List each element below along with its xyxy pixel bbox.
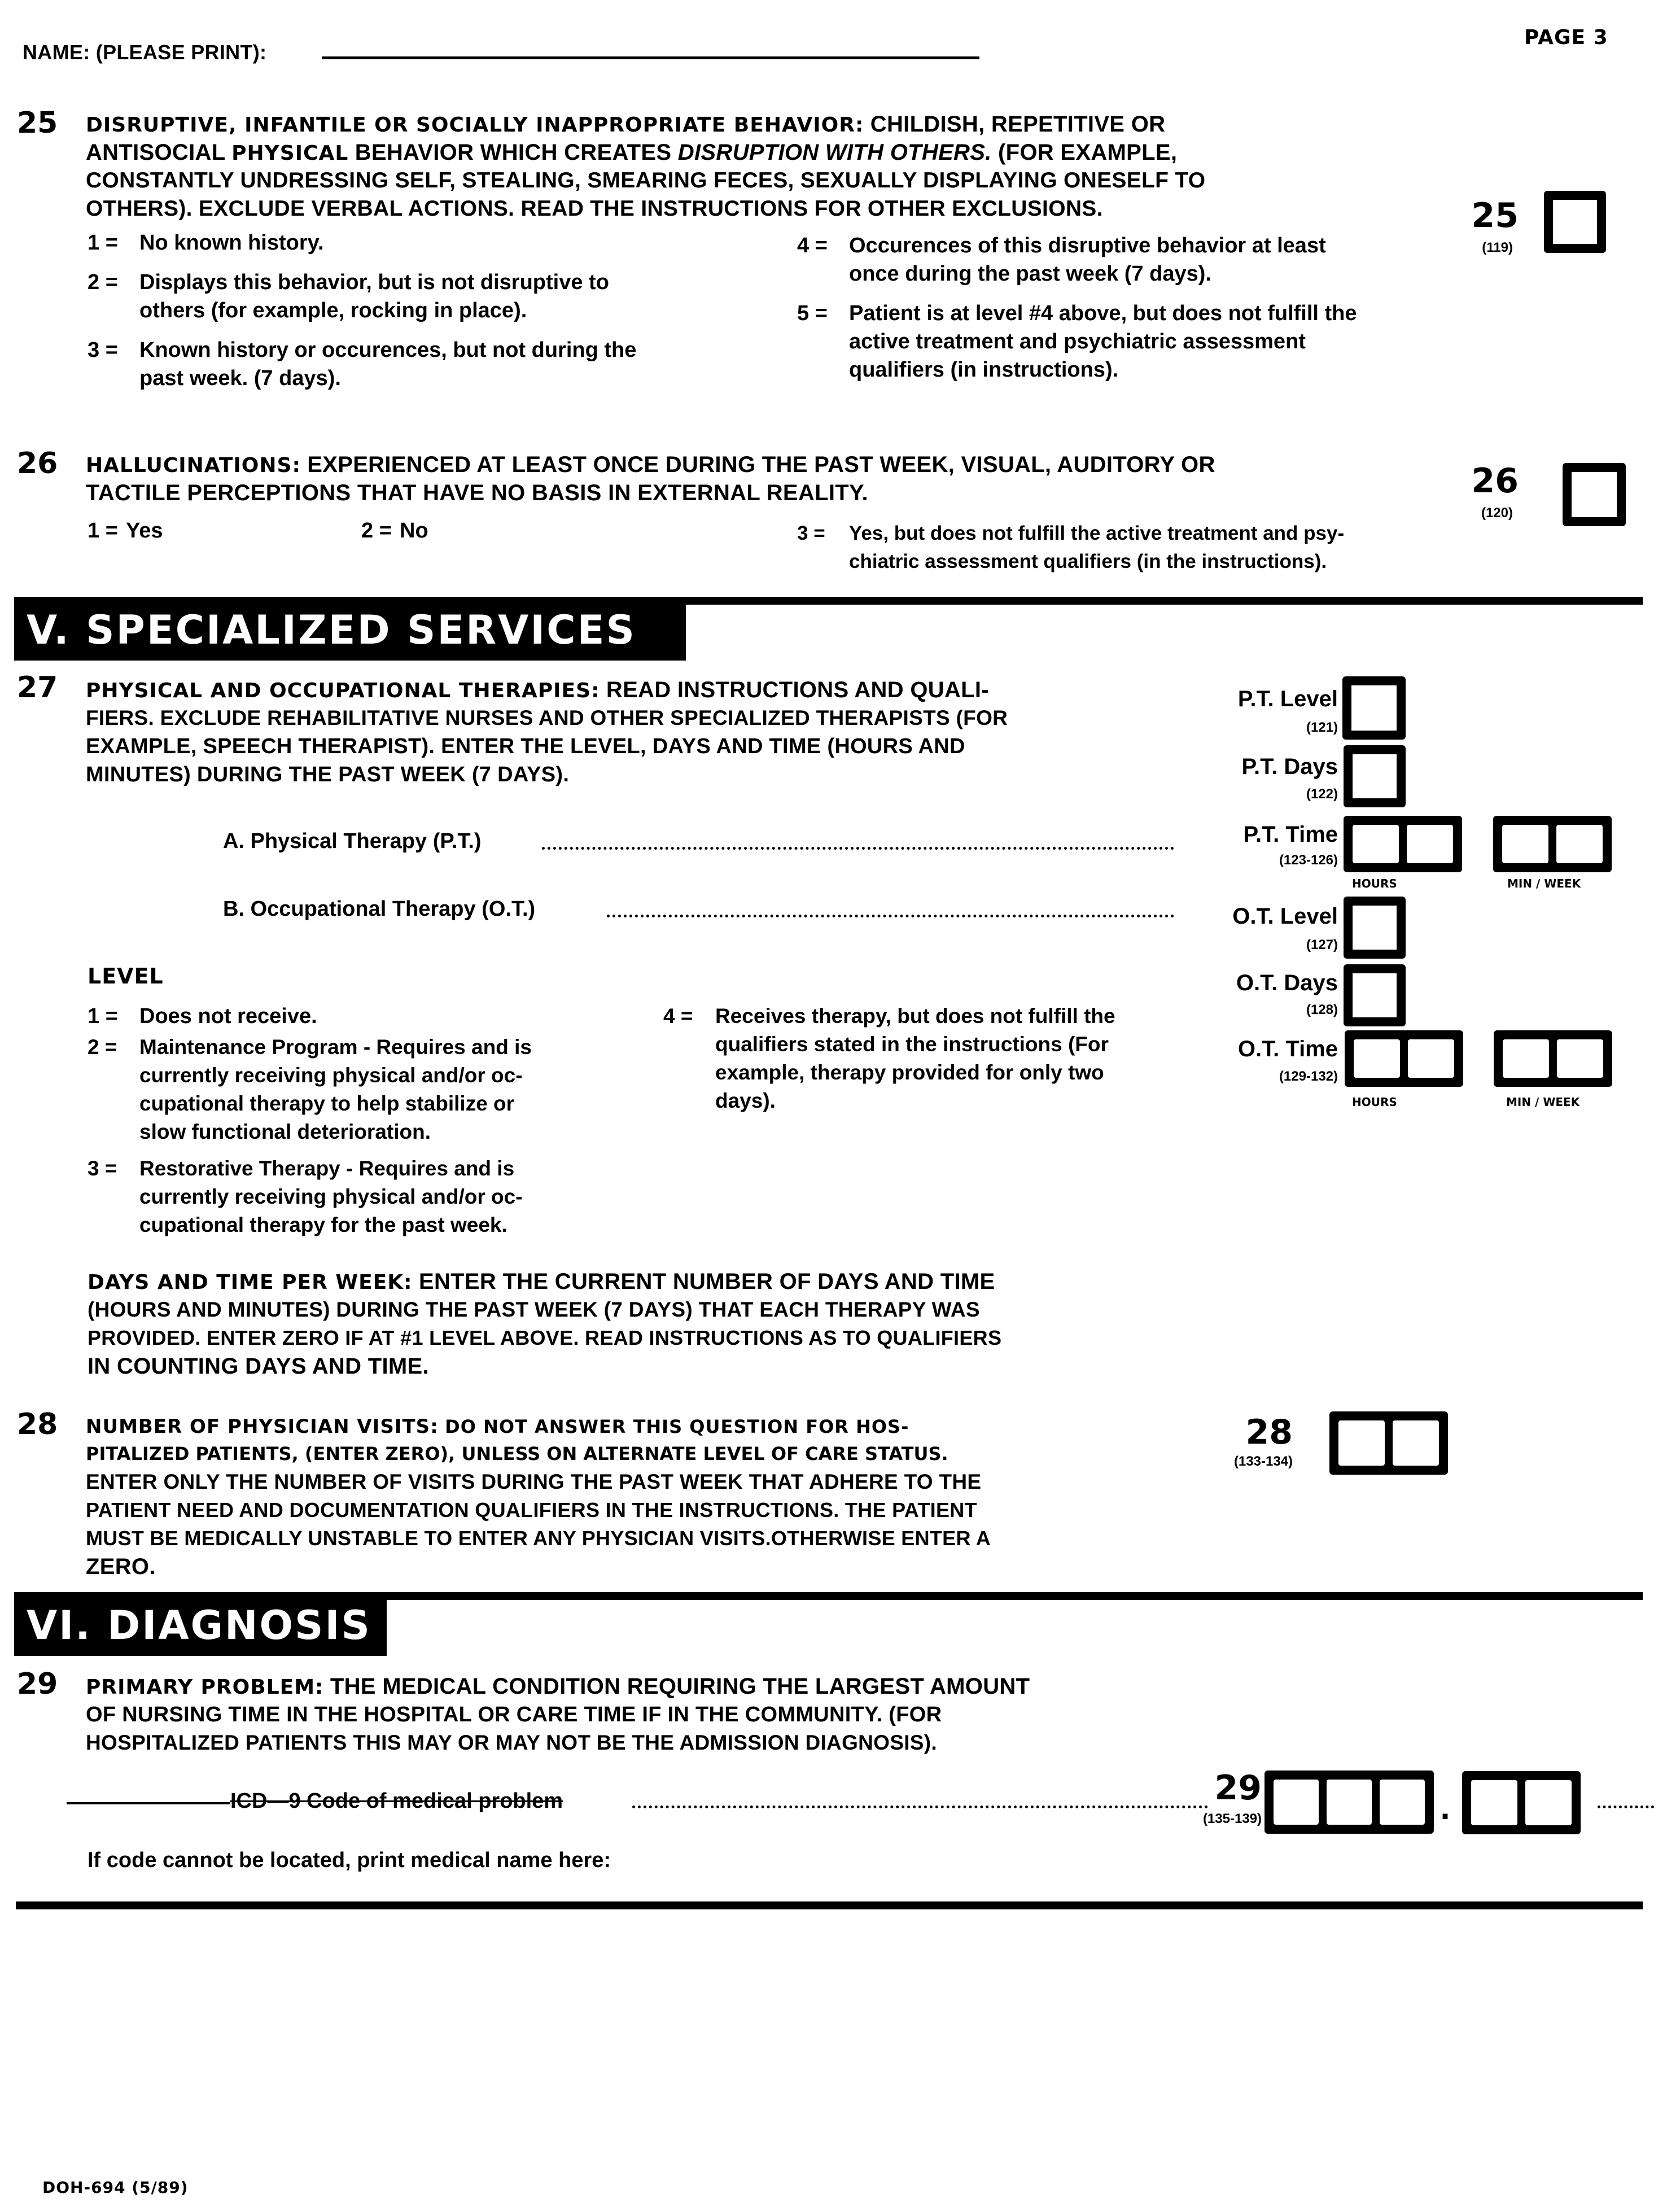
ot-hours-label: HOURS (1352, 1095, 1397, 1109)
q29-number: 29 (17, 1667, 58, 1701)
q26-text-a: EXPERIENCED AT LEAST ONCE DURING THE PAST WEEK, VISUAL, AUDITORY OR (307, 452, 1215, 477)
fallback-label: If code cannot be located, print medical name here: (87, 1848, 611, 1872)
q25-text-b1: ANTISOCIAL (86, 140, 225, 165)
option-number: 4 = (797, 234, 828, 257)
q25-option-3 (87, 336, 737, 392)
q28-box-label: 28 (1245, 1413, 1293, 1452)
q25-text-b2: PHYSICAL (231, 142, 349, 165)
q26-title: HALLUCINATIONS: (86, 454, 301, 477)
days-line2: (HOURS AND MINUTES) DURING THE PAST WEEK (7 DAYS) THAT EACH THERAPY WAS (87, 1298, 980, 1321)
q27-option-2 (87, 1033, 624, 1146)
section-v-title: V. SPECIALIZED SERVICES (14, 598, 686, 661)
option-text: Occurences of this disruptive behavior at least (849, 234, 1326, 257)
q25-option-4 (797, 231, 1424, 288)
option-text: Yes, but does not fulfill the active treatment and psy- (849, 522, 1345, 544)
option-text: chiatric assessment qualifiers (in the instructions). (849, 550, 1327, 572)
pt-days-label: P.T. Days (1241, 754, 1338, 779)
ot-days-code: (128) (1306, 1002, 1338, 1017)
option-text: past week. (7 days). (139, 366, 341, 390)
ot-min-label: MIN / WEEK (1506, 1095, 1580, 1109)
icd-label: ICD—9 Code of medical problem (230, 1789, 563, 1813)
ot-days-box[interactable] (1344, 964, 1406, 1026)
q29-box-code: (135-139) (1202, 1811, 1262, 1826)
option-number: 4 = (663, 1004, 693, 1028)
q29-line3: HOSPITALIZED PATIENTS THIS MAY OR MAY NOT BE THE ADMISSION DIAGNOSIS). (86, 1731, 937, 1754)
option-text: cupational therapy to help stabilize or (139, 1092, 515, 1115)
option-text: currently receiving physical and/or oc- (139, 1185, 523, 1208)
days-line4: IN COUNTING DAYS AND TIME. (87, 1354, 429, 1379)
q25-option-5 (797, 299, 1424, 384)
option-text: days). (715, 1089, 776, 1112)
pt-days-code: (122) (1306, 786, 1338, 802)
q27-option-3 (87, 1155, 624, 1239)
q28-number: 28 (17, 1407, 58, 1441)
q25-line3: CONSTANTLY UNDRESSING SELF, STEALING, SMEARING FECES, SEXUALLY DISPLAYING ONESELF TO (86, 168, 1206, 193)
pt-min-label: MIN / WEEK (1507, 877, 1581, 890)
q29-code-box-b[interactable] (1462, 1771, 1581, 1834)
ot-time-code: (129-132) (1279, 1069, 1338, 1084)
q26-option-3 (797, 519, 1424, 576)
option-text: Receives therapy, but does not fulfill the (715, 1004, 1115, 1028)
q27-text-a: READ INSTRUCTIONS AND QUALI- (606, 677, 989, 702)
level-heading: LEVEL (87, 964, 164, 989)
option-text: Displays this behavior, but is not disruptive to (139, 270, 609, 294)
q25-number: 25 (17, 106, 58, 140)
q26-answer-box[interactable] (1563, 463, 1626, 526)
q28-line6: ZERO. (86, 1554, 156, 1579)
q26-box-code: (120) (1481, 505, 1513, 521)
q29-title: PRIMARY PROBLEM: (86, 1676, 324, 1699)
option-text: slow functional deterioration. (139, 1120, 431, 1143)
ot-level-label: O.T. Level (1232, 904, 1338, 929)
q28-line3: ENTER ONLY THE NUMBER OF VISITS DURING THE PAST WEEK THAT ADHERE TO THE (86, 1470, 982, 1493)
q27-line3: EXAMPLE, SPEECH THERAPIST). ENTER THE LEVEL, DAYS AND TIME (HOURS AND (86, 735, 965, 758)
option-number: 2 = (361, 519, 392, 543)
pt-days-box[interactable] (1344, 745, 1406, 807)
q25-line1 (86, 110, 1165, 139)
q28-answer-box[interactable] (1329, 1411, 1448, 1475)
q25-answer-box[interactable] (1544, 191, 1606, 253)
fallback-input[interactable] (706, 1846, 1609, 1880)
leader-dots (1598, 1806, 1654, 1808)
q25-option-1 (87, 229, 737, 257)
ot-hours-box[interactable] (1345, 1030, 1463, 1087)
q27-item-b: B. Occupational Therapy (O.T.) (223, 897, 536, 921)
option-text: No (400, 519, 428, 543)
q25-text-b4: DISRUPTION WITH OTHERS. (677, 140, 992, 165)
q26-line2: TACTILE PERCEPTIONS THAT HAVE NO BASIS IN EXTERNAL REALITY. (86, 480, 868, 505)
form-id: DOH-694 (5/89) (42, 2178, 189, 2197)
option-text: active treatment and psychiatric assessment (849, 330, 1306, 353)
q25-line2 (86, 138, 1177, 168)
q27-title: PHYSICAL AND OCCUPATIONAL THERAPIES: (86, 679, 600, 702)
option-text: Does not receive. (139, 1004, 317, 1028)
bottom-divider (16, 1901, 1643, 1909)
q25-text-b5: (FOR EXAMPLE, (998, 140, 1178, 165)
leader-dots (632, 1806, 1208, 1808)
pt-level-code: (121) (1306, 720, 1338, 735)
option-text: example, therapy provided for only two (715, 1061, 1104, 1084)
q29-line2: OF NURSING TIME IN THE HOSPITAL OR CARE TIME IF IN THE COMMUNITY. (FOR (86, 1703, 942, 1726)
option-number: 1 = (87, 1004, 118, 1028)
option-text: Yes (126, 519, 163, 543)
q27-line4: MINUTES) DURING THE PAST WEEK (7 DAYS). (86, 763, 570, 786)
option-text: Known history or occurences, but not during the (139, 338, 637, 362)
option-number: 5 = (797, 301, 828, 325)
name-input-line[interactable] (322, 56, 979, 59)
days-line1 (87, 1267, 995, 1297)
option-text: qualifiers stated in the instructions (For (715, 1033, 1109, 1056)
option-text: cupational therapy for the past week. (139, 1213, 507, 1236)
q25-option-2 (87, 268, 737, 325)
name-label: NAME: (PLEASE PRINT): (23, 41, 267, 64)
q26-line1 (86, 451, 1215, 480)
option-number: 3 = (797, 522, 825, 544)
option-number: 1 = (87, 231, 118, 255)
q26-option-2 (361, 517, 587, 545)
q28-text-a: DO NOT ANSWER THIS QUESTION FOR HOS- (445, 1416, 909, 1437)
q25-box-code: (119) (1482, 240, 1513, 255)
q27-option-4 (663, 1002, 1183, 1115)
q27-line2: FIERS. EXCLUDE REHABILITATIVE NURSES AND OTHER SPECIALIZED THERAPISTS (FOR (86, 706, 1008, 729)
q28-line4: PATIENT NEED AND DOCUMENTATION QUALIFIERS IN THE INSTRUCTIONS. THE PATIENT (86, 1498, 977, 1522)
option-text: Maintenance Program - Requires and is (139, 1035, 532, 1059)
option-number: 3 = (87, 338, 118, 362)
option-number: 1 = (87, 519, 118, 543)
section-vi-title: VI. DIAGNOSIS (14, 1594, 387, 1656)
option-text: No known history. (139, 231, 324, 255)
pt-hours-box[interactable] (1344, 816, 1462, 872)
pt-hours-label: HOURS (1352, 877, 1397, 890)
q27-line1 (86, 676, 989, 705)
q25-text-a: CHILDISH, REPETITIVE OR (870, 112, 1166, 137)
option-text: currently receiving physical and/or oc- (139, 1064, 523, 1087)
days-heading: DAYS AND TIME PER WEEK: (87, 1271, 413, 1294)
q26-option-1 (87, 517, 313, 545)
days-line3: PROVIDED. ENTER ZERO IF AT #1 LEVEL ABOVE. READ INSTRUCTIONS AS TO QUALIFIERS (87, 1326, 1002, 1349)
pt-time-code: (123-126) (1279, 853, 1338, 868)
q27-number: 27 (17, 671, 58, 705)
q27-option-1 (87, 1002, 624, 1030)
pt-min-box[interactable] (1493, 816, 1612, 872)
q29-decimal: . (1440, 1793, 1451, 1826)
pt-time-label: P.T. Time (1243, 822, 1338, 847)
q29-box-label: 29 (1214, 1768, 1262, 1808)
pt-level-box[interactable] (1342, 676, 1406, 740)
ot-level-code: (127) (1306, 937, 1338, 952)
ot-time-label: O.T. Time (1237, 1037, 1338, 1061)
pt-level-label: P.T. Level (1237, 687, 1338, 711)
leader-dots (607, 915, 1174, 917)
ot-level-box[interactable] (1344, 897, 1406, 959)
option-text: Patient is at level #4 above, but does not fulfill the (849, 301, 1357, 325)
option-text: others (for example, rocking in place). (139, 299, 527, 322)
q29-text-a: THE MEDICAL CONDITION REQUIRING THE LARGEST AMOUNT (330, 1674, 1030, 1699)
q28-title: NUMBER OF PHYSICIAN VISITS: (86, 1415, 439, 1438)
q26-number: 26 (17, 447, 58, 480)
leader-dots (542, 847, 1174, 850)
q27-item-a: A. Physical Therapy (P.T.) (223, 829, 482, 853)
q29-line1 (86, 1672, 1030, 1702)
q25-text-b3: BEHAVIOR WHICH CREATES (355, 140, 672, 165)
option-text: qualifiers (in instructions). (849, 358, 1119, 382)
ot-days-label: O.T. Days (1236, 971, 1338, 995)
option-number: 2 = (87, 270, 118, 294)
option-text: Restorative Therapy - Requires and is (139, 1157, 515, 1180)
ot-min-box[interactable] (1494, 1030, 1612, 1087)
q29-code-box-a[interactable] (1265, 1771, 1434, 1834)
q28-box-code: (133-134) (1233, 1454, 1293, 1469)
option-number: 3 = (87, 1157, 117, 1180)
option-text: once during the past week (7 days). (849, 262, 1211, 286)
option-number: 2 = (87, 1035, 117, 1059)
q25-box-label: 25 (1471, 196, 1519, 235)
q26-box-label: 26 (1471, 461, 1519, 501)
q25-line4: OTHERS). EXCLUDE VERBAL ACTIONS. READ THE INSTRUCTIONS FOR OTHER EXCLUSIONS. (86, 196, 1103, 221)
q25-title: DISRUPTIVE, INFANTILE OR SOCIALLY INAPPROPRIATE BEHAVIOR: (86, 113, 864, 137)
icd-rule (67, 1802, 230, 1804)
q28-line2: PITALIZED PATIENTS, (ENTER ZERO), UNLESS ON ALTERNATE LEVEL OF CARE STATUS. (86, 1443, 948, 1465)
page-number: PAGE 3 (1524, 26, 1608, 49)
days-text-a: ENTER THE CURRENT NUMBER OF DAYS AND TIME (418, 1269, 995, 1294)
q28-line5: MUST BE MEDICALLY UNSTABLE TO ENTER ANY PHYSICIAN VISITS.OTHERWISE ENTER A (86, 1527, 991, 1550)
q28-line1 (86, 1411, 909, 1441)
